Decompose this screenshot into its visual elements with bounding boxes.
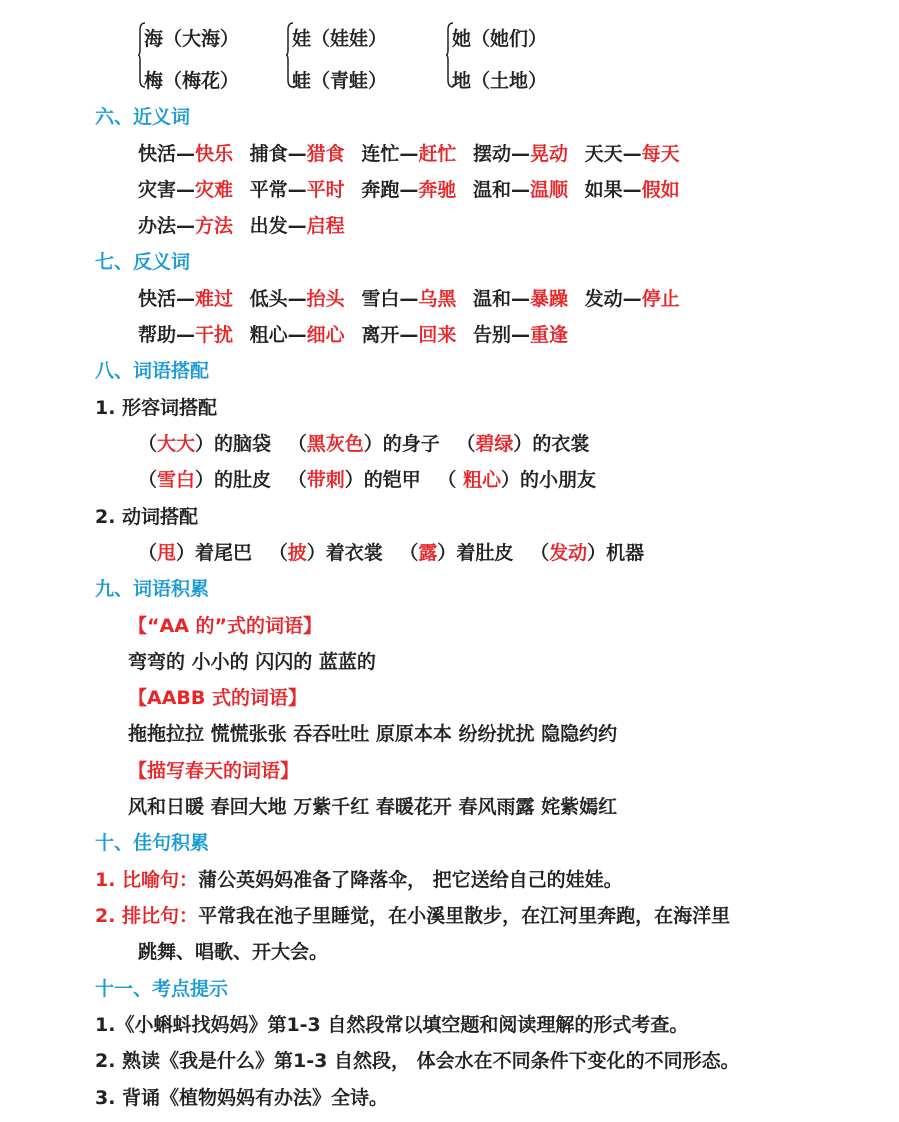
homophone-item: 海（大海） [144,28,240,50]
synonym-row: 快活—快乐 捕食—猎食 连忙—赶忙 摆动—晃动 天天—每天 [138,143,680,165]
section-title: 七、反义词 [95,251,191,273]
homophone-item: 梅（梅花） [144,70,240,92]
homophone-item: 娃（娃娃） [292,28,388,50]
subsection-title: 2. 动词搭配 [95,506,199,528]
category-heading: 【AABB 式的词语】 [128,687,307,709]
homophone-item: 蛙（青蛙） [292,70,388,92]
synonym-row: 办法—方法 出发—启程 [138,215,345,237]
section-title: 八、词语搭配 [95,360,210,382]
category-heading: 【“AA 的”式的词语】 [128,615,322,637]
sentence-continuation: 跳舞、唱歌、开大会。 [138,941,329,963]
category-heading: 【描写春天的词语】 [128,760,300,782]
word-list: 拖拖拉拉 慌慌张张 吞吞吐吐 原原本本 纷纷扰扰 隐隐约约 [128,723,618,745]
exam-tip: 1.《小蝌蚪找妈妈》第1-3 自然段常以填空题和阅读理解的形式考查。 [95,1014,689,1036]
synonym-row: 灾害—灾难 平常—平时 奔跑—奔驰 温和—温顺 如果—假如 [138,179,680,201]
word-list: 风和日暖 春回大地 万紫千红 春暖花开 春风雨露 姹紫嫣红 [128,796,618,818]
sentence-item: 1. 比喻句：蒲公英妈妈准备了降落伞， 把它送给自己的娃娃。 [95,869,623,891]
exam-tip: 2. 熟读《我是什么》第1-3 自然段， 体会水在不同条件下变化的不同形态。 [95,1050,740,1072]
homophone-item: 地（土地） [452,70,548,92]
antonym-row: 帮助—干扰 粗心—细心 离开—回来 告别—重逢 [138,324,568,346]
section-title: 九、词语积累 [95,578,210,600]
antonym-row: 快活—难过 低头—抬头 雪白—乌黑 温和—暴躁 发动—停止 [138,288,680,310]
section-title: 十一、考点提示 [95,978,229,1000]
section-title: 六、近义词 [95,106,191,128]
collocation-row: （雪白）的肚皮 （带刺）的铠甲 （ 粗心）的小朋友 [138,469,597,491]
exam-tip: 3. 背诵《植物妈妈有办法》全诗。 [95,1087,389,1109]
sentence-item: 2. 排比句：平常我在池子里睡觉，在小溪里散步，在江河里奔跑，在海洋里 [95,905,731,927]
subsection-title: 1. 形容词搭配 [95,397,218,419]
collocation-row: （甩）着尾巴 （披）着衣裳 （露）着肚皮 （发动）机器 [138,542,645,564]
homophone-item: 她（她们） [452,28,548,50]
word-list: 弯弯的 小小的 闪闪的 蓝蓝的 [128,651,376,673]
section-title: 十、佳句积累 [95,832,210,854]
collocation-row: （大大）的脑袋 （黑灰色）的身子 （碧绿）的衣裳 [138,433,590,455]
